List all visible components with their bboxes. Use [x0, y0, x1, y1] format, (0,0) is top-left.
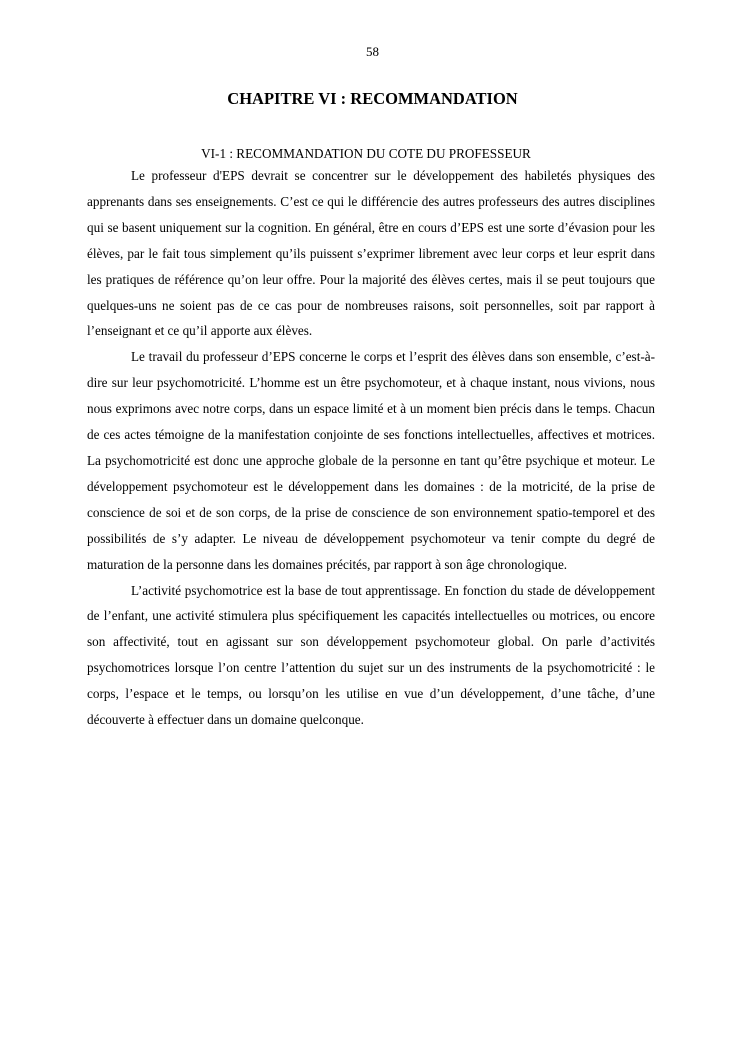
paragraph: L’activité psychomotrice est la base de tout apprentissage. En fonction du stade de développement de l’enfant, une activité stimulera plus spécifiquement les capacités intellectuelles ou motrices, ou encore son affectivité, tout en agissant sur son développement psychomoteur global. On parle d’activités psychomotrices lorsque l’on centre l’attention du sujet sur un des instruments de la psychomotricité : le corps, l’espace et le temps, ou lorsqu’on les utilise en vue d’un développement, d’une tâche, d’une découverte à effectuer dans un domaine quelconque.	[87, 582, 655, 728]
paragraph: Le professeur d'EPS devrait se concentrer sur le développement des habiletés physiques des apprenants dans ses enseignements. C’est ce qui le différencie des autres professeurs des autres disciplines qui se basent uniquement sur la cognition. En général, être en cours d’EPS est une sorte d’évasion pour les élèves, par le fait tous simplement qu’ils puissent s’exprimer librement avec leur corps et leur esprit dans les pratiques de référence qu’on leur offre. Pour la majorité des élèves certes, mais il se peut toujours que quelques-uns ne soient pas de ce cas pour de nombreuses raisons, soit personnelles, soit par rapport à l’enseignant et ce qu’il apporte aux élèves.	[87, 168, 655, 339]
page-number: 58	[366, 44, 379, 59]
section-title: VI-1 : RECOMMANDATION DU COTE DU PROFESSEUR	[201, 146, 531, 161]
chapter-title: CHAPITRE VI : RECOMMANDATION	[227, 89, 518, 108]
paragraph: Le travail du professeur d’EPS concerne le corps et l’esprit des élèves dans son ensemble, c’est-à-dire sur leur psychomotricité. L’homme est un être psychomoteur, et à chaque instant, nous vivions, nous nous exprimons avec notre corps, dans un espace limité et à un moment bien précis dans le temps. Chacun de ces actes témoigne de la manifestation conjointe de ses fonctions intellectuelles, affectives et motrices. La psychomotricité est donc une approche globale de la personne en tant qu’être psychique et moteur. Le développement psychomoteur est le développement dans les domaines : de la motricité, de la prise de conscience de soi et de son corps, de la prise de conscience de son environnement spatio-temporel et des possibilités de s’y adapter. Le niveau de développement psychomoteur va tenir compte du degré de maturation de la personne dans les domaines précités, par rapport à son âge chronologique.	[87, 349, 655, 572]
body-text	[87, 163, 655, 733]
